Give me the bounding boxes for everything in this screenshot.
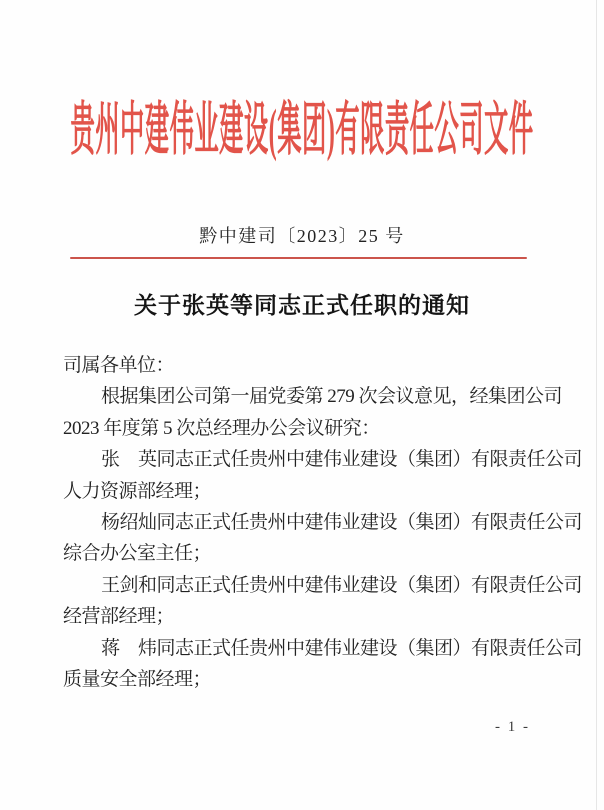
scan-edge-artifact bbox=[596, 0, 597, 810]
document-title: 关于张英等同志正式任职的通知 bbox=[134, 293, 470, 318]
body-line: 杨绍灿同志正式任贵州中建伟业建设（集团）有限责任公司 bbox=[101, 512, 583, 534]
body-line: 王剑和同志正式任贵州中建伟业建设（集团）有限责任公司 bbox=[101, 574, 583, 596]
body-line: 质量安全部经理； bbox=[63, 669, 212, 691]
body-line: 根据集团公司第一届党委第 279 次会议意见，经集团公司 bbox=[101, 386, 563, 408]
body-line-salutation: 司属各单位： bbox=[63, 355, 175, 376]
red-divider-line bbox=[70, 257, 527, 259]
body-line: 经营部经理； bbox=[63, 606, 175, 628]
letterhead-title: 贵州中建伟业建设(集团)有限责任公司文件 bbox=[70, 97, 534, 162]
body-line: 蒋 炜同志正式任贵州中建伟业建设（集团）有限责任公司 bbox=[101, 637, 583, 659]
page-number: - 1 - bbox=[495, 719, 530, 735]
body-line: 人力资源部经理； bbox=[63, 480, 212, 502]
body-line: 2023 年度第 5 次总经理办公会议研究： bbox=[63, 417, 380, 439]
document-body bbox=[63, 350, 583, 695]
document-number: 黔中建司〔2023〕25 号 bbox=[199, 226, 405, 246]
body-line: 综合办公室主任； bbox=[63, 543, 212, 565]
body-line: 张 英同志正式任贵州中建伟业建设（集团）有限责任公司 bbox=[101, 449, 583, 471]
